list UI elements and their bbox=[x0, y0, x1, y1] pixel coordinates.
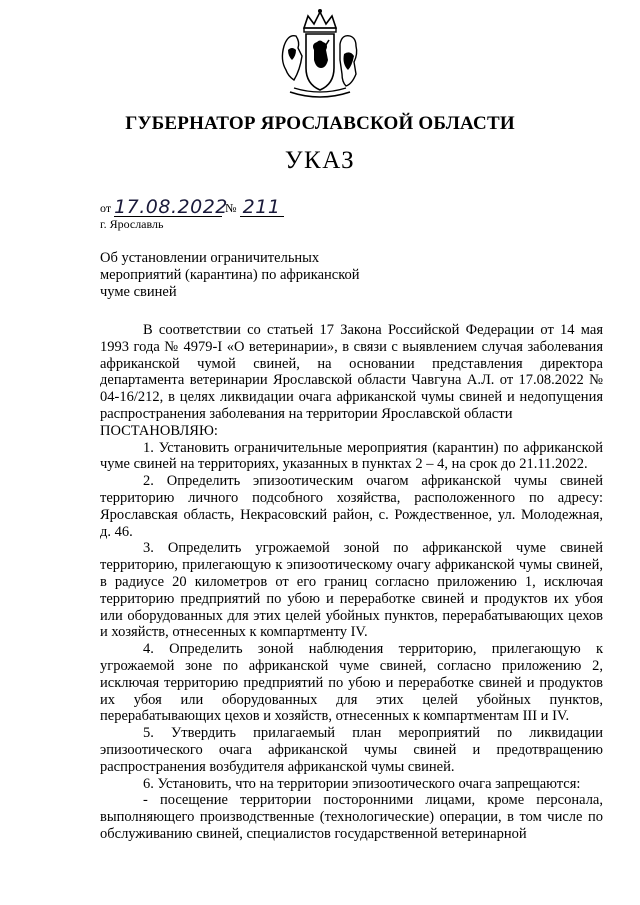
decree-item-3: 3. Определить угрожаемой зоной по африканской чуме свиней территорию, прилегающую к эпизоотическому очагу африканской чумы свиней, в радиусе 20 километров от его границ согласно приложению 1, исключая территорию предприятий по убою и переработке свиней и продуктов их убоя или оборудованных для этих целей убойных пунктов, перерабатывающих цехов и хозяйств, отнесенных к компартменту IV. bbox=[100, 540, 603, 641]
resolve-heading: ПОСТАНОВЛЯЮ: bbox=[100, 422, 218, 439]
date-prefix-label: от bbox=[100, 201, 112, 215]
decree-subject: Об установлении ограничительных мероприятий (карантина) по африканской чуме свиней bbox=[100, 250, 360, 300]
decree-item-6-subitem: - посещение территории посторонними лицами, кроме персонала, выполняющего производственные (технологические) операции, в том числе по обслуживанию свиней, специалистов государственной ветеринарной bbox=[100, 792, 603, 842]
handwritten-date: 17.08.2022 bbox=[114, 196, 228, 218]
decree-item-2: 2. Определить эпизоотическим очагом африканской чумы свиней территорию личного подсобного хозяйства, расположенного по адресу: Ярославская область, Некрасовский район, с. Рождественное, ул. Молодежная, д. 46. bbox=[100, 473, 603, 540]
document-type-title: УКАЗ bbox=[284, 147, 356, 174]
city-label: г. Ярославль bbox=[100, 217, 164, 231]
decree-item-4: 4. Определить зоной наблюдения территорию, прилегающую к угрожаемой зоне по африканской чуме свиней, согласно приложению 2, исключая территорию предприятий по убою и переработке свиней и продуктов их убоя или оборудованных для этих целей убойных пунктов, перерабатывающих цехов и хозяйств, отнесенных к компартментам III и IV. bbox=[100, 641, 603, 725]
decree-item-5: 5. Утвердить прилагаемый план мероприятий по ликвидации эпизоотического очага африканской чумы свиней и предотвращению распространения возбудителя африканской чумы свиней. bbox=[100, 725, 603, 775]
preamble-paragraph: В соответствии со статьей 17 Закона Российской Федерации от 14 мая 1993 года № 4979-I «О ветеринарии», в связи с выявлением случая заболевания африканской чумой свиней, на основании представления директора департамента ветеринарии Ярославской области Чавгуна А.Л. от 17.08.2022 № 04-16/212, в целях ликвидации очага африканской чумы свиней и недопущения распространения заболевания на территории Ярославской области bbox=[100, 322, 603, 422]
decree-item-1: 1. Установить ограничительные мероприятия (карантин) по африканской чуме свиней на территориях, указанных в пунктах 2 – 4, на срок до 21.11.2022. bbox=[100, 439, 603, 473]
handwritten-number: 211 bbox=[240, 199, 284, 217]
yaroslavl-coat-of-arms-emblem bbox=[270, 6, 370, 104]
number-sign-label: № bbox=[225, 201, 237, 215]
date-number-line bbox=[100, 198, 284, 216]
authority-title: ГУБЕРНАТОР ЯРОСЛАВСКОЙ ОБЛАСТИ bbox=[125, 113, 515, 134]
decree-body bbox=[100, 322, 603, 843]
decree-item-6: 6. Установить, что на территории эпизоотического очага запрещаются: bbox=[143, 775, 581, 792]
